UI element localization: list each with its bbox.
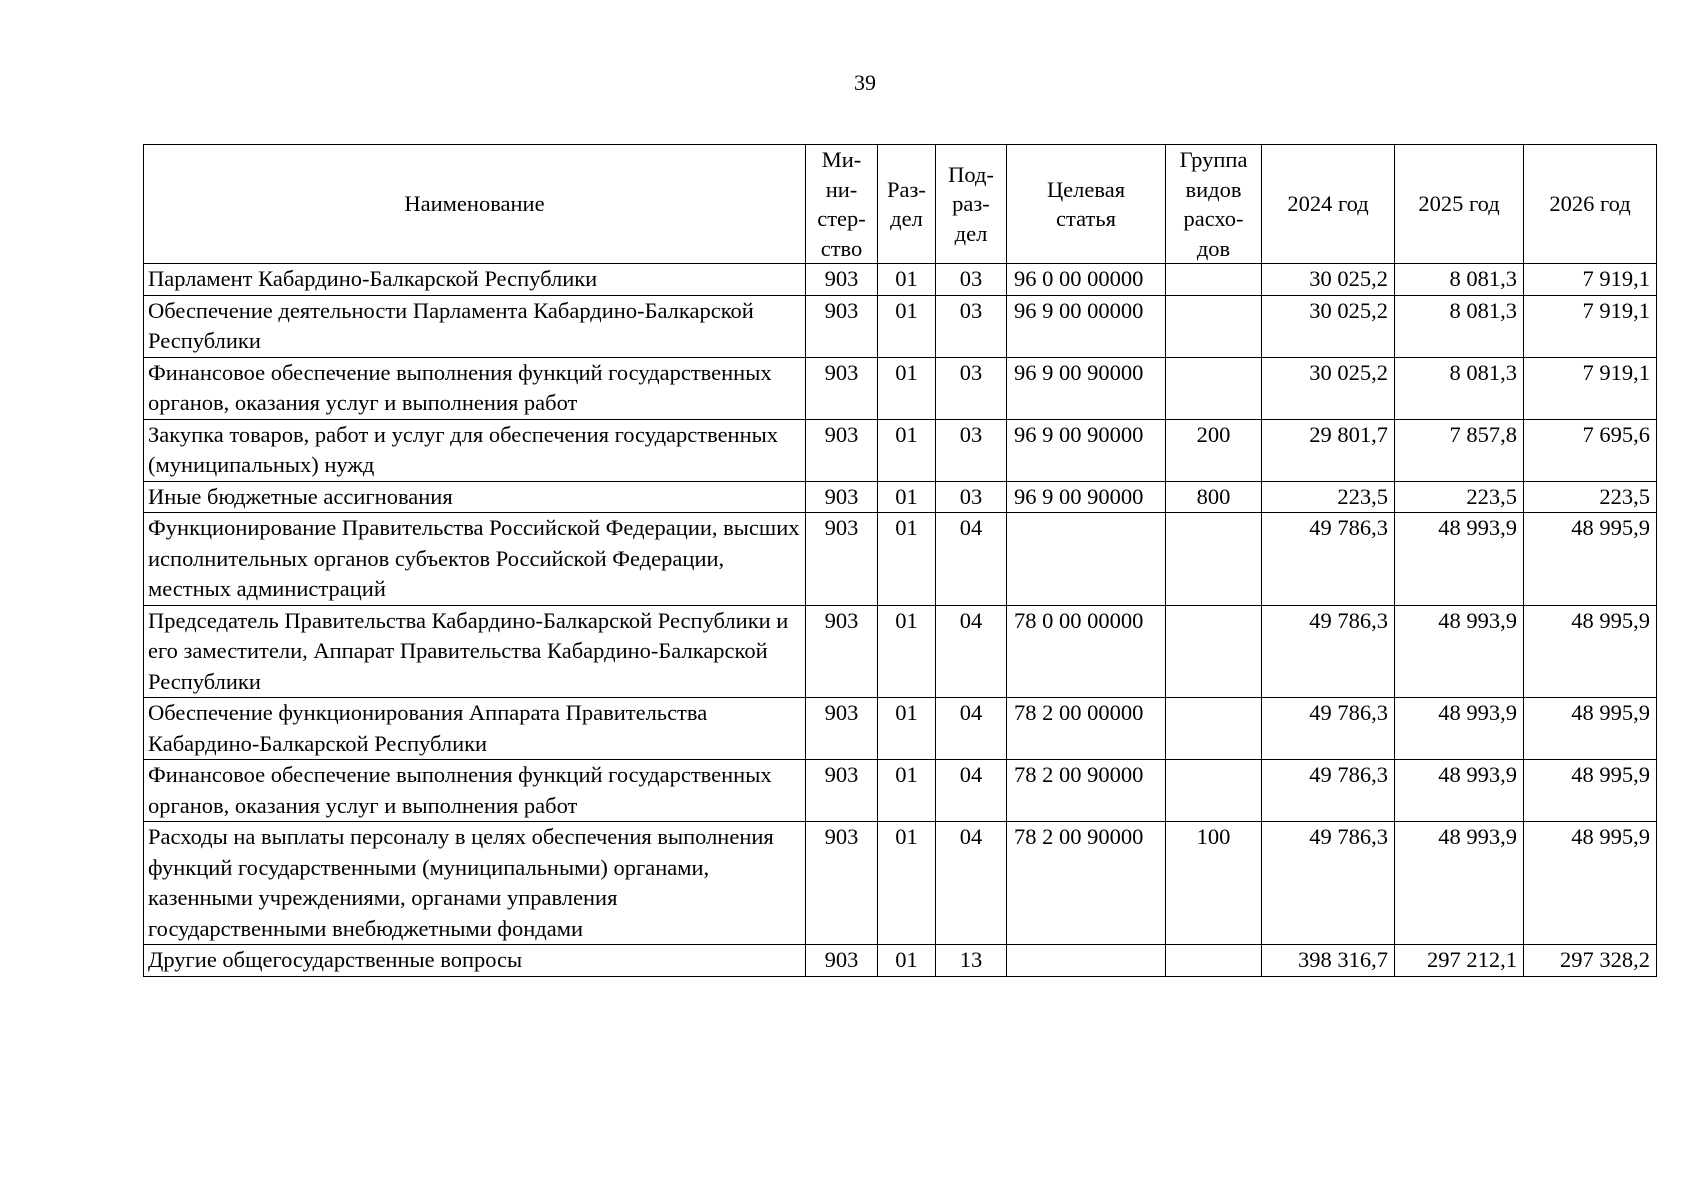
row-2025: 48 993,9 xyxy=(1395,698,1524,760)
row-2025: 48 993,9 xyxy=(1395,605,1524,698)
row-2024: 223,5 xyxy=(1262,481,1395,513)
row-subsection: 03 xyxy=(936,264,1007,296)
row-name: Финансовое обеспечение выполнения функций государственных органов, оказания услуг и выполнения работ xyxy=(144,760,806,822)
table-row xyxy=(144,513,1657,606)
row-subsection: 04 xyxy=(936,698,1007,760)
row-2025: 48 993,9 xyxy=(1395,760,1524,822)
row-section: 01 xyxy=(878,295,936,357)
row-name: Другие общегосударственные вопросы xyxy=(144,945,806,977)
row-subsection: 03 xyxy=(936,357,1007,419)
table-row xyxy=(144,419,1657,481)
table-row xyxy=(144,945,1657,977)
row-2024: 30 025,2 xyxy=(1262,357,1395,419)
row-target: 96 9 00 90000 xyxy=(1007,357,1166,419)
row-target: 96 0 00 00000 xyxy=(1007,264,1166,296)
row-2026: 7 919,1 xyxy=(1524,357,1657,419)
row-expense-group xyxy=(1166,605,1262,698)
row-name: Обеспечение деятельности Парламента Кабардино-Балкарской Республики xyxy=(144,295,806,357)
row-subsection: 04 xyxy=(936,605,1007,698)
row-2024: 49 786,3 xyxy=(1262,822,1395,945)
row-name: Закупка товаров, работ и услуг для обеспечения государственных (муниципальных) нужд xyxy=(144,419,806,481)
budget-table xyxy=(143,144,1657,977)
row-name: Расходы на выплаты персоналу в целях обеспечения выполнения функций государственными (муниципальными) органами, казенными учреждениями, органами управления государственными внебюджетными фондами xyxy=(144,822,806,945)
row-ministry: 903 xyxy=(806,822,878,945)
row-target: 96 9 00 00000 xyxy=(1007,295,1166,357)
header-2024-label: 2024 год xyxy=(1287,191,1369,217)
row-name: Финансовое обеспечение выполнения функций государственных органов, оказания услуг и выполнения работ xyxy=(144,357,806,419)
table-row xyxy=(144,481,1657,513)
header-subsection-label: Под- раз- дел xyxy=(948,161,994,246)
header-name xyxy=(144,145,806,264)
row-2026: 48 995,9 xyxy=(1524,698,1657,760)
header-2026-label: 2026 год xyxy=(1549,191,1631,217)
row-subsection: 04 xyxy=(936,513,1007,606)
row-target: 78 2 00 00000 xyxy=(1007,698,1166,760)
row-2025: 48 993,9 xyxy=(1395,822,1524,945)
table-row xyxy=(144,605,1657,698)
row-name: Председатель Правительства Кабардино-Балкарской Республики и его заместители, Аппарат Правительства Кабардино-Балкарской Республики xyxy=(144,605,806,698)
row-section: 01 xyxy=(878,357,936,419)
row-ministry: 903 xyxy=(806,357,878,419)
row-subsection: 03 xyxy=(936,419,1007,481)
row-expense-group xyxy=(1166,264,1262,296)
row-subsection: 04 xyxy=(936,822,1007,945)
row-2024: 398 316,7 xyxy=(1262,945,1395,977)
row-section: 01 xyxy=(878,945,936,977)
row-2026: 48 995,9 xyxy=(1524,605,1657,698)
row-section: 01 xyxy=(878,264,936,296)
row-name: Обеспечение функционирования Аппарата Правительства Кабардино-Балкарской Республики xyxy=(144,698,806,760)
row-section: 01 xyxy=(878,605,936,698)
row-expense-group: 800 xyxy=(1166,481,1262,513)
table-row xyxy=(144,760,1657,822)
row-2024: 49 786,3 xyxy=(1262,698,1395,760)
row-target xyxy=(1007,945,1166,977)
header-name-label: Наименование xyxy=(404,191,545,217)
row-expense-group xyxy=(1166,513,1262,606)
table-row xyxy=(144,295,1657,357)
row-2026: 7 919,1 xyxy=(1524,295,1657,357)
row-2025: 223,5 xyxy=(1395,481,1524,513)
row-name: Функционирование Правительства Российской Федерации, высших исполнительных органов субъектов Российской Федерации, местных администраций xyxy=(144,513,806,606)
header-2025 xyxy=(1395,145,1524,264)
row-expense-group xyxy=(1166,945,1262,977)
header-section-label: Раз- дел xyxy=(887,176,926,231)
header-expense-group xyxy=(1166,145,1262,264)
row-2026: 223,5 xyxy=(1524,481,1657,513)
row-ministry: 903 xyxy=(806,760,878,822)
row-expense-group xyxy=(1166,760,1262,822)
header-ministry-label: Ми- ни- стер- ство xyxy=(817,147,866,261)
row-section: 01 xyxy=(878,698,936,760)
header-target-label: Целевая статья xyxy=(1046,176,1126,231)
row-name: Парламент Кабардино-Балкарской Республики xyxy=(144,264,806,296)
row-target: 96 9 00 90000 xyxy=(1007,419,1166,481)
row-target: 96 9 00 90000 xyxy=(1007,481,1166,513)
page-number: 39 xyxy=(854,70,876,95)
row-2024: 29 801,7 xyxy=(1262,419,1395,481)
row-subsection: 03 xyxy=(936,295,1007,357)
header-2024 xyxy=(1262,145,1395,264)
row-2024: 30 025,2 xyxy=(1262,295,1395,357)
header-ministry xyxy=(806,145,878,264)
row-2025: 297 212,1 xyxy=(1395,945,1524,977)
row-2024: 30 025,2 xyxy=(1262,264,1395,296)
header-row xyxy=(144,145,1657,264)
table-row xyxy=(144,357,1657,419)
row-ministry: 903 xyxy=(806,264,878,296)
header-target xyxy=(1007,145,1166,264)
header-expense-group-label: Группа видов расхо- дов xyxy=(1179,147,1248,261)
row-2026: 48 995,9 xyxy=(1524,760,1657,822)
row-target: 78 2 00 90000 xyxy=(1007,760,1166,822)
row-2025: 48 993,9 xyxy=(1395,513,1524,606)
row-subsection: 13 xyxy=(936,945,1007,977)
row-target: 78 0 00 00000 xyxy=(1007,605,1166,698)
row-2026: 297 328,2 xyxy=(1524,945,1657,977)
table-row xyxy=(144,698,1657,760)
row-2024: 49 786,3 xyxy=(1262,513,1395,606)
header-2025-label: 2025 год xyxy=(1418,191,1500,217)
row-ministry: 903 xyxy=(806,513,878,606)
table-header xyxy=(144,145,1657,264)
row-2026: 7 695,6 xyxy=(1524,419,1657,481)
row-expense-group: 100 xyxy=(1166,822,1262,945)
row-section: 01 xyxy=(878,760,936,822)
row-section: 01 xyxy=(878,419,936,481)
row-ministry: 903 xyxy=(806,295,878,357)
row-2024: 49 786,3 xyxy=(1262,760,1395,822)
row-target xyxy=(1007,513,1166,606)
row-2024: 49 786,3 xyxy=(1262,605,1395,698)
row-ministry: 903 xyxy=(806,481,878,513)
row-subsection: 04 xyxy=(936,760,1007,822)
row-subsection: 03 xyxy=(936,481,1007,513)
row-ministry: 903 xyxy=(806,419,878,481)
row-2025: 8 081,3 xyxy=(1395,357,1524,419)
row-2026: 7 919,1 xyxy=(1524,264,1657,296)
header-2026 xyxy=(1524,145,1657,264)
row-section: 01 xyxy=(878,481,936,513)
row-name: Иные бюджетные ассигнования xyxy=(144,481,806,513)
row-section: 01 xyxy=(878,513,936,606)
table-body xyxy=(144,264,1657,977)
row-ministry: 903 xyxy=(806,698,878,760)
row-target: 78 2 00 90000 xyxy=(1007,822,1166,945)
row-2025: 8 081,3 xyxy=(1395,264,1524,296)
row-2026: 48 995,9 xyxy=(1524,822,1657,945)
row-expense-group xyxy=(1166,698,1262,760)
row-2025: 7 857,8 xyxy=(1395,419,1524,481)
header-subsection xyxy=(936,145,1007,264)
row-expense-group xyxy=(1166,295,1262,357)
row-ministry: 903 xyxy=(806,945,878,977)
row-expense-group xyxy=(1166,357,1262,419)
row-section: 01 xyxy=(878,822,936,945)
table-row xyxy=(144,822,1657,945)
row-expense-group: 200 xyxy=(1166,419,1262,481)
header-section xyxy=(878,145,936,264)
row-2025: 8 081,3 xyxy=(1395,295,1524,357)
row-ministry: 903 xyxy=(806,605,878,698)
table-row xyxy=(144,264,1657,296)
row-2026: 48 995,9 xyxy=(1524,513,1657,606)
